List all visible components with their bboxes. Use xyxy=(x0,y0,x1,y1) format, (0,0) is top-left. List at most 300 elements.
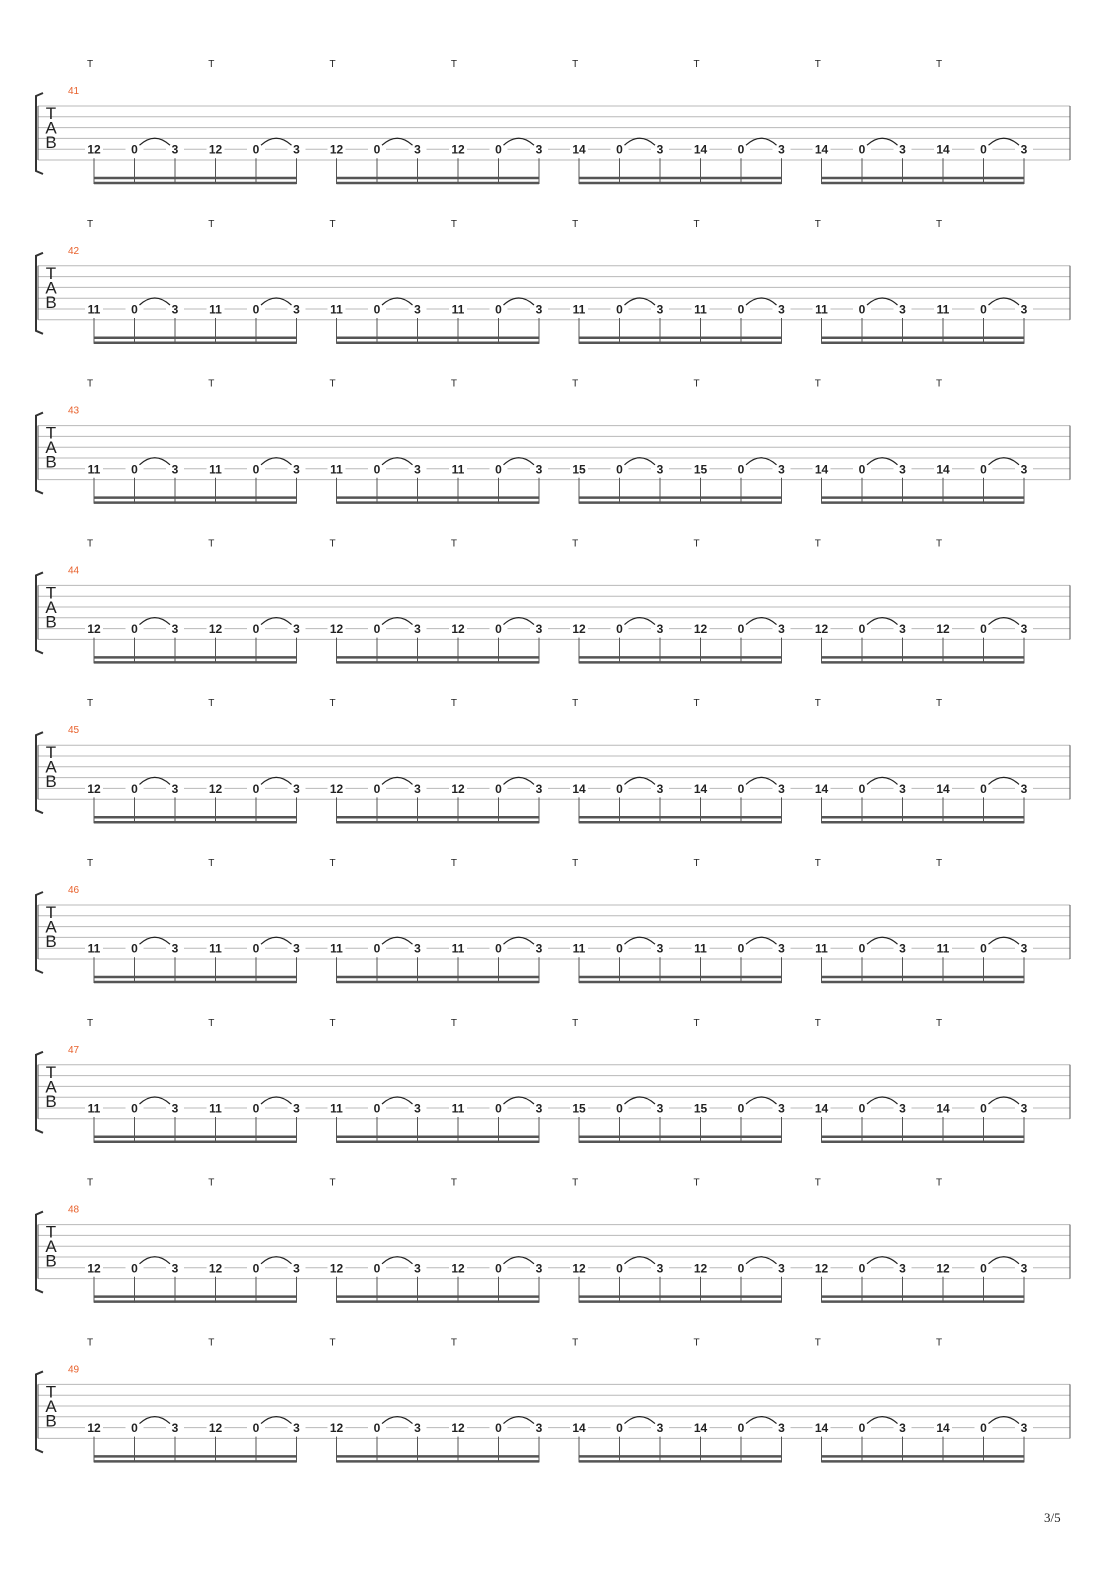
fret-number: 3 xyxy=(656,1101,664,1116)
fret-number: 0 xyxy=(858,1101,866,1116)
measure-number: 44 xyxy=(68,565,80,577)
hammer-on-slur xyxy=(382,298,413,305)
fret-number: 0 xyxy=(252,941,260,956)
fret-number: 12 xyxy=(936,622,950,637)
tab-clef-letter: A xyxy=(45,438,57,458)
fret-number: 0 xyxy=(373,1101,381,1116)
tab-clef-letter: T xyxy=(45,104,57,123)
fret-number: 12 xyxy=(329,142,344,157)
tap-marker: T xyxy=(693,378,700,390)
tap-marker: T xyxy=(329,1337,336,1349)
fret-number: 0 xyxy=(373,142,381,157)
hammer-on-slur xyxy=(140,937,171,944)
fret-number: 3 xyxy=(1020,462,1028,477)
tap-marker: T xyxy=(86,698,94,710)
fret-number: 15 xyxy=(693,462,708,477)
fret-number: 15 xyxy=(572,1101,586,1116)
tap-marker: T xyxy=(936,858,943,869)
fret-number: 11 xyxy=(451,462,465,477)
tap-marker: T xyxy=(814,1177,821,1189)
fret-number: 3 xyxy=(414,1421,421,1436)
fret-number: 3 xyxy=(1020,1101,1028,1116)
fret-number: 3 xyxy=(778,302,785,317)
fret-number: 0 xyxy=(737,302,745,317)
fret-number: 3 xyxy=(656,781,664,796)
hammer-on-slur xyxy=(867,1097,898,1104)
tap-marker: T xyxy=(936,218,943,230)
fret-number: 3 xyxy=(535,302,543,317)
fret-number: 0 xyxy=(131,1421,138,1436)
tap-marker: T xyxy=(329,378,336,390)
fret-number: 3 xyxy=(1020,781,1028,796)
fret-number: 0 xyxy=(373,622,381,637)
fret-number: 0 xyxy=(737,622,745,637)
hammer-on-slur xyxy=(989,618,1020,625)
fret-number: 3 xyxy=(1020,142,1028,157)
fret-number: 0 xyxy=(131,781,138,796)
fret-number: 3 xyxy=(899,781,906,796)
fret-number: 11 xyxy=(451,1101,465,1116)
hammer-on-slur xyxy=(989,1097,1020,1104)
hammer-on-slur xyxy=(989,138,1020,145)
tap-marker: T xyxy=(86,218,94,230)
hammer-on-slur xyxy=(140,1097,171,1104)
fret-number: 0 xyxy=(616,941,623,956)
fret-number: 3 xyxy=(656,1421,664,1436)
hammer-on-slur xyxy=(625,298,656,305)
hammer-on-slur xyxy=(867,937,898,944)
hammer-on-slur xyxy=(382,138,413,145)
fret-number: 3 xyxy=(1020,1421,1028,1436)
fret-number: 12 xyxy=(693,1261,708,1276)
hammer-on-slur xyxy=(382,458,413,465)
tab-system xyxy=(36,538,1070,663)
tap-marker: T xyxy=(936,378,943,390)
fret-number: 0 xyxy=(737,1421,745,1436)
fret-number: 14 xyxy=(572,142,586,157)
tab-clef-letter: B xyxy=(45,133,57,152)
fret-number: 0 xyxy=(737,142,745,157)
hammer-on-slur xyxy=(989,1257,1020,1264)
fret-number: 0 xyxy=(373,941,381,956)
fret-number: 3 xyxy=(778,1421,785,1436)
tap-marker: T xyxy=(814,538,821,550)
hammer-on-slur xyxy=(261,937,292,944)
fret-number: 0 xyxy=(252,142,260,157)
tap-marker: T xyxy=(693,1337,700,1349)
fret-number: 12 xyxy=(87,142,101,157)
fret-number: 3 xyxy=(656,142,664,157)
hammer-on-slur xyxy=(382,1097,413,1104)
page-number: 3/5 xyxy=(1044,1510,1061,1525)
fret-number: 0 xyxy=(858,142,866,157)
tap-marker: T xyxy=(86,1337,94,1349)
tap-marker: T xyxy=(329,59,336,70)
tap-marker: T xyxy=(208,858,215,869)
fret-number: 11 xyxy=(209,941,222,956)
hammer-on-slur xyxy=(140,1417,171,1424)
hammer-on-slur xyxy=(504,777,535,784)
tap-marker: T xyxy=(814,698,821,710)
tab-clef-letter: B xyxy=(45,292,57,312)
hammer-on-slur xyxy=(382,1257,413,1264)
fret-number: 3 xyxy=(293,302,300,317)
fret-number: 0 xyxy=(616,302,623,317)
hammer-on-slur xyxy=(746,458,777,465)
hammer-on-slur xyxy=(867,138,898,145)
hammer-on-slur xyxy=(261,298,292,305)
fret-number: 15 xyxy=(693,1101,708,1116)
tab-system xyxy=(36,1018,1070,1143)
system-bracket xyxy=(36,1212,43,1293)
fret-number: 3 xyxy=(656,462,664,477)
tap-marker: T xyxy=(936,59,943,70)
hammer-on-slur xyxy=(261,1097,292,1104)
measure-number: 41 xyxy=(68,86,80,97)
tab-system xyxy=(36,1178,1070,1303)
hammer-on-slur xyxy=(261,1257,292,1264)
hammer-on-slur xyxy=(746,138,777,145)
fret-number: 3 xyxy=(293,941,300,956)
fret-number: 12 xyxy=(814,622,829,637)
tap-marker: T xyxy=(329,1177,336,1189)
fret-number: 11 xyxy=(815,302,828,317)
fret-number: 0 xyxy=(495,142,502,157)
fret-number: 0 xyxy=(980,302,987,317)
fret-number: 11 xyxy=(936,941,950,956)
tab-clef-letter: B xyxy=(45,452,57,472)
fret-number: 0 xyxy=(252,302,260,317)
tap-marker: T xyxy=(86,538,94,550)
hammer-on-slur xyxy=(140,298,171,305)
tap-marker: T xyxy=(814,1017,821,1029)
system-bracket xyxy=(36,253,43,334)
measure-number: 43 xyxy=(68,405,80,417)
fret-number: 3 xyxy=(1020,941,1028,956)
fret-number: 11 xyxy=(209,1101,222,1116)
tap-marker: T xyxy=(329,1017,336,1029)
fret-number: 11 xyxy=(330,941,343,956)
fret-number: 11 xyxy=(330,302,343,317)
tap-marker: T xyxy=(572,1337,579,1349)
fret-number: 0 xyxy=(980,941,987,956)
fret-number: 12 xyxy=(87,781,101,796)
hammer-on-slur xyxy=(504,1417,535,1424)
tab-clef-letter: T xyxy=(45,1382,57,1402)
fret-number: 3 xyxy=(535,781,543,796)
hammer-on-slur xyxy=(382,777,413,784)
fret-number: 0 xyxy=(616,1421,623,1436)
fret-number: 0 xyxy=(373,1261,381,1276)
fret-number: 0 xyxy=(495,781,502,796)
tab-clef-letter: B xyxy=(45,1411,57,1431)
fret-number: 11 xyxy=(87,462,101,477)
system-bracket xyxy=(36,1371,43,1452)
tab-clef-letter: A xyxy=(45,118,57,138)
fret-number: 12 xyxy=(451,142,465,157)
fret-number: 3 xyxy=(293,622,300,637)
tap-marker: T xyxy=(572,858,579,869)
tap-marker: T xyxy=(693,698,700,710)
tab-system xyxy=(36,219,1070,344)
fret-number: 3 xyxy=(656,622,664,637)
system-bracket xyxy=(36,572,43,653)
tap-marker: T xyxy=(86,59,94,70)
tap-marker: T xyxy=(86,378,94,390)
tap-marker: T xyxy=(936,1177,943,1189)
tap-marker: T xyxy=(693,59,700,70)
fret-number: 11 xyxy=(87,941,101,956)
hammer-on-slur xyxy=(140,138,171,145)
tab-clef-letter: T xyxy=(45,903,57,922)
fret-number: 0 xyxy=(252,781,260,796)
tap-marker: T xyxy=(814,59,821,70)
hammer-on-slur xyxy=(746,777,777,784)
hammer-on-slur xyxy=(867,777,898,784)
fret-number: 0 xyxy=(495,462,502,477)
fret-number: 3 xyxy=(535,941,543,956)
fret-number: 3 xyxy=(535,1261,543,1276)
measure-number: 48 xyxy=(68,1204,80,1216)
fret-number: 11 xyxy=(451,941,465,956)
fret-number: 3 xyxy=(1020,1261,1028,1276)
tab-clef-letter: T xyxy=(45,1222,57,1242)
tab-clef-letter: A xyxy=(45,917,57,937)
fret-number: 3 xyxy=(656,302,664,317)
fret-number: 0 xyxy=(858,1261,866,1276)
system-bracket xyxy=(36,732,43,813)
tab-system xyxy=(36,858,1070,983)
fret-number: 0 xyxy=(131,941,138,956)
hammer-on-slur xyxy=(867,618,898,625)
fret-number: 3 xyxy=(778,941,785,956)
tab-clef-letter: A xyxy=(45,1396,57,1416)
tap-marker: T xyxy=(814,858,821,869)
fret-number: 3 xyxy=(414,1101,421,1116)
tap-marker: T xyxy=(693,858,700,869)
fret-number: 14 xyxy=(936,781,950,796)
fret-number: 12 xyxy=(87,622,101,637)
fret-number: 12 xyxy=(208,1261,223,1276)
fret-number: 14 xyxy=(572,781,586,796)
fret-number: 12 xyxy=(814,1261,829,1276)
hammer-on-slur xyxy=(867,458,898,465)
tap-marker: T xyxy=(208,538,215,550)
fret-number: 0 xyxy=(131,462,138,477)
fret-number: 12 xyxy=(87,1421,101,1436)
fret-number: 0 xyxy=(616,622,623,637)
hammer-on-slur xyxy=(382,937,413,944)
tap-marker: T xyxy=(450,1337,457,1349)
fret-number: 3 xyxy=(171,1421,179,1436)
tap-marker: T xyxy=(86,1017,94,1029)
fret-number: 14 xyxy=(693,142,708,157)
fret-number: 0 xyxy=(373,302,381,317)
hammer-on-slur xyxy=(625,458,656,465)
fret-number: 12 xyxy=(329,1421,344,1436)
hammer-on-slur xyxy=(867,1417,898,1424)
fret-number: 11 xyxy=(572,941,586,956)
tap-marker: T xyxy=(86,1177,94,1189)
measure-number: 42 xyxy=(68,245,80,257)
fret-number: 0 xyxy=(252,1421,260,1436)
fret-number: 3 xyxy=(171,941,179,956)
fret-number: 0 xyxy=(858,462,866,477)
hammer-on-slur xyxy=(989,937,1020,944)
tab-system xyxy=(36,698,1070,823)
hammer-on-slur xyxy=(140,777,171,784)
fret-number: 3 xyxy=(414,302,421,317)
tab-system xyxy=(36,59,1070,184)
tab-system xyxy=(36,379,1070,504)
fret-number: 3 xyxy=(778,1101,785,1116)
fret-number: 12 xyxy=(329,781,344,796)
fret-number: 12 xyxy=(329,1261,344,1276)
tap-marker: T xyxy=(329,538,336,550)
tap-marker: T xyxy=(208,1177,215,1189)
fret-number: 12 xyxy=(693,622,708,637)
fret-number: 3 xyxy=(171,462,179,477)
fret-number: 3 xyxy=(778,462,785,477)
fret-number: 0 xyxy=(616,462,623,477)
hammer-on-slur xyxy=(746,937,777,944)
hammer-on-slur xyxy=(140,458,171,465)
fret-number: 3 xyxy=(414,1261,421,1276)
fret-number: 3 xyxy=(414,622,421,637)
fret-number: 3 xyxy=(1020,622,1028,637)
hammer-on-slur xyxy=(261,458,292,465)
fret-number: 11 xyxy=(815,941,828,956)
tap-marker: T xyxy=(572,1177,579,1189)
fret-number: 3 xyxy=(899,1101,906,1116)
tap-marker: T xyxy=(936,1337,943,1349)
tab-clef-letter: T xyxy=(45,743,57,763)
tap-marker: T xyxy=(329,698,336,710)
fret-number: 0 xyxy=(495,302,502,317)
tap-marker: T xyxy=(936,1017,943,1029)
fret-number: 0 xyxy=(495,1101,502,1116)
fret-number: 3 xyxy=(293,142,300,157)
fret-number: 3 xyxy=(293,781,300,796)
fret-number: 3 xyxy=(535,142,543,157)
fret-number: 11 xyxy=(694,941,707,956)
hammer-on-slur xyxy=(261,777,292,784)
tab-system xyxy=(36,1337,1070,1462)
hammer-on-slur xyxy=(504,138,535,145)
fret-number: 14 xyxy=(814,462,829,477)
fret-number: 3 xyxy=(293,462,300,477)
fret-number: 12 xyxy=(208,622,223,637)
fret-number: 0 xyxy=(980,1261,987,1276)
hammer-on-slur xyxy=(504,618,535,625)
fret-number: 0 xyxy=(858,1421,866,1436)
fret-number: 3 xyxy=(171,1101,179,1116)
fret-number: 0 xyxy=(616,1101,623,1116)
fret-number: 14 xyxy=(814,1101,829,1116)
tap-marker: T xyxy=(936,698,943,710)
fret-number: 3 xyxy=(656,1261,664,1276)
fret-number: 0 xyxy=(980,1421,987,1436)
tab-clef-letter: A xyxy=(45,597,57,617)
tap-marker: T xyxy=(572,538,579,550)
tap-marker: T xyxy=(572,1017,579,1029)
system-bracket xyxy=(36,1052,43,1133)
hammer-on-slur xyxy=(625,1257,656,1264)
fret-number: 14 xyxy=(693,781,708,796)
fret-number: 0 xyxy=(737,1261,745,1276)
fret-number: 15 xyxy=(572,462,586,477)
measure-number: 47 xyxy=(68,1044,80,1056)
fret-number: 14 xyxy=(693,1421,708,1436)
fret-number: 0 xyxy=(495,1261,502,1276)
tab-clef-letter: A xyxy=(45,757,57,777)
fret-number: 3 xyxy=(414,941,421,956)
fret-number: 3 xyxy=(171,1261,179,1276)
fret-number: 0 xyxy=(131,1101,138,1116)
fret-number: 14 xyxy=(936,142,950,157)
fret-number: 0 xyxy=(858,302,866,317)
fret-number: 0 xyxy=(616,781,623,796)
fret-number: 12 xyxy=(208,142,223,157)
fret-number: 0 xyxy=(980,622,987,637)
hammer-on-slur xyxy=(867,298,898,305)
fret-number: 12 xyxy=(451,781,465,796)
fret-number: 12 xyxy=(451,1421,465,1436)
fret-number: 0 xyxy=(252,1261,260,1276)
tap-marker: T xyxy=(208,1017,215,1029)
measure-number: 45 xyxy=(68,725,80,737)
fret-number: 0 xyxy=(252,622,260,637)
hammer-on-slur xyxy=(746,1257,777,1264)
hammer-on-slur xyxy=(989,777,1020,784)
hammer-on-slur xyxy=(504,458,535,465)
fret-number: 14 xyxy=(814,781,829,796)
tab-clef-letter: A xyxy=(45,1237,57,1257)
hammer-on-slur xyxy=(382,618,413,625)
fret-number: 12 xyxy=(572,622,586,637)
fret-number: 0 xyxy=(495,622,502,637)
tap-marker: T xyxy=(936,538,943,550)
fret-number: 11 xyxy=(87,302,101,317)
hammer-on-slur xyxy=(504,298,535,305)
fret-number: 0 xyxy=(131,142,138,157)
hammer-on-slur xyxy=(746,1097,777,1104)
tab-clef-letter: B xyxy=(45,612,57,632)
fret-number: 12 xyxy=(208,781,223,796)
fret-number: 11 xyxy=(209,462,222,477)
tap-marker: T xyxy=(450,218,457,230)
fret-number: 0 xyxy=(980,142,987,157)
tap-marker: T xyxy=(450,1177,457,1189)
fret-number: 11 xyxy=(572,302,586,317)
fret-number: 12 xyxy=(451,622,465,637)
fret-number: 3 xyxy=(899,1261,906,1276)
measure-number: 46 xyxy=(68,885,80,896)
tap-marker: T xyxy=(693,1177,700,1189)
tap-marker: T xyxy=(450,59,457,70)
hammer-on-slur xyxy=(625,138,656,145)
fret-number: 3 xyxy=(778,142,785,157)
tap-marker: T xyxy=(329,218,336,230)
tap-marker: T xyxy=(450,858,457,869)
fret-number: 12 xyxy=(572,1261,586,1276)
fret-number: 0 xyxy=(737,941,745,956)
fret-number: 0 xyxy=(131,302,138,317)
tab-clef-letter: T xyxy=(45,1062,57,1082)
fret-number: 0 xyxy=(858,622,866,637)
fret-number: 3 xyxy=(656,941,664,956)
tap-marker: T xyxy=(329,858,336,869)
